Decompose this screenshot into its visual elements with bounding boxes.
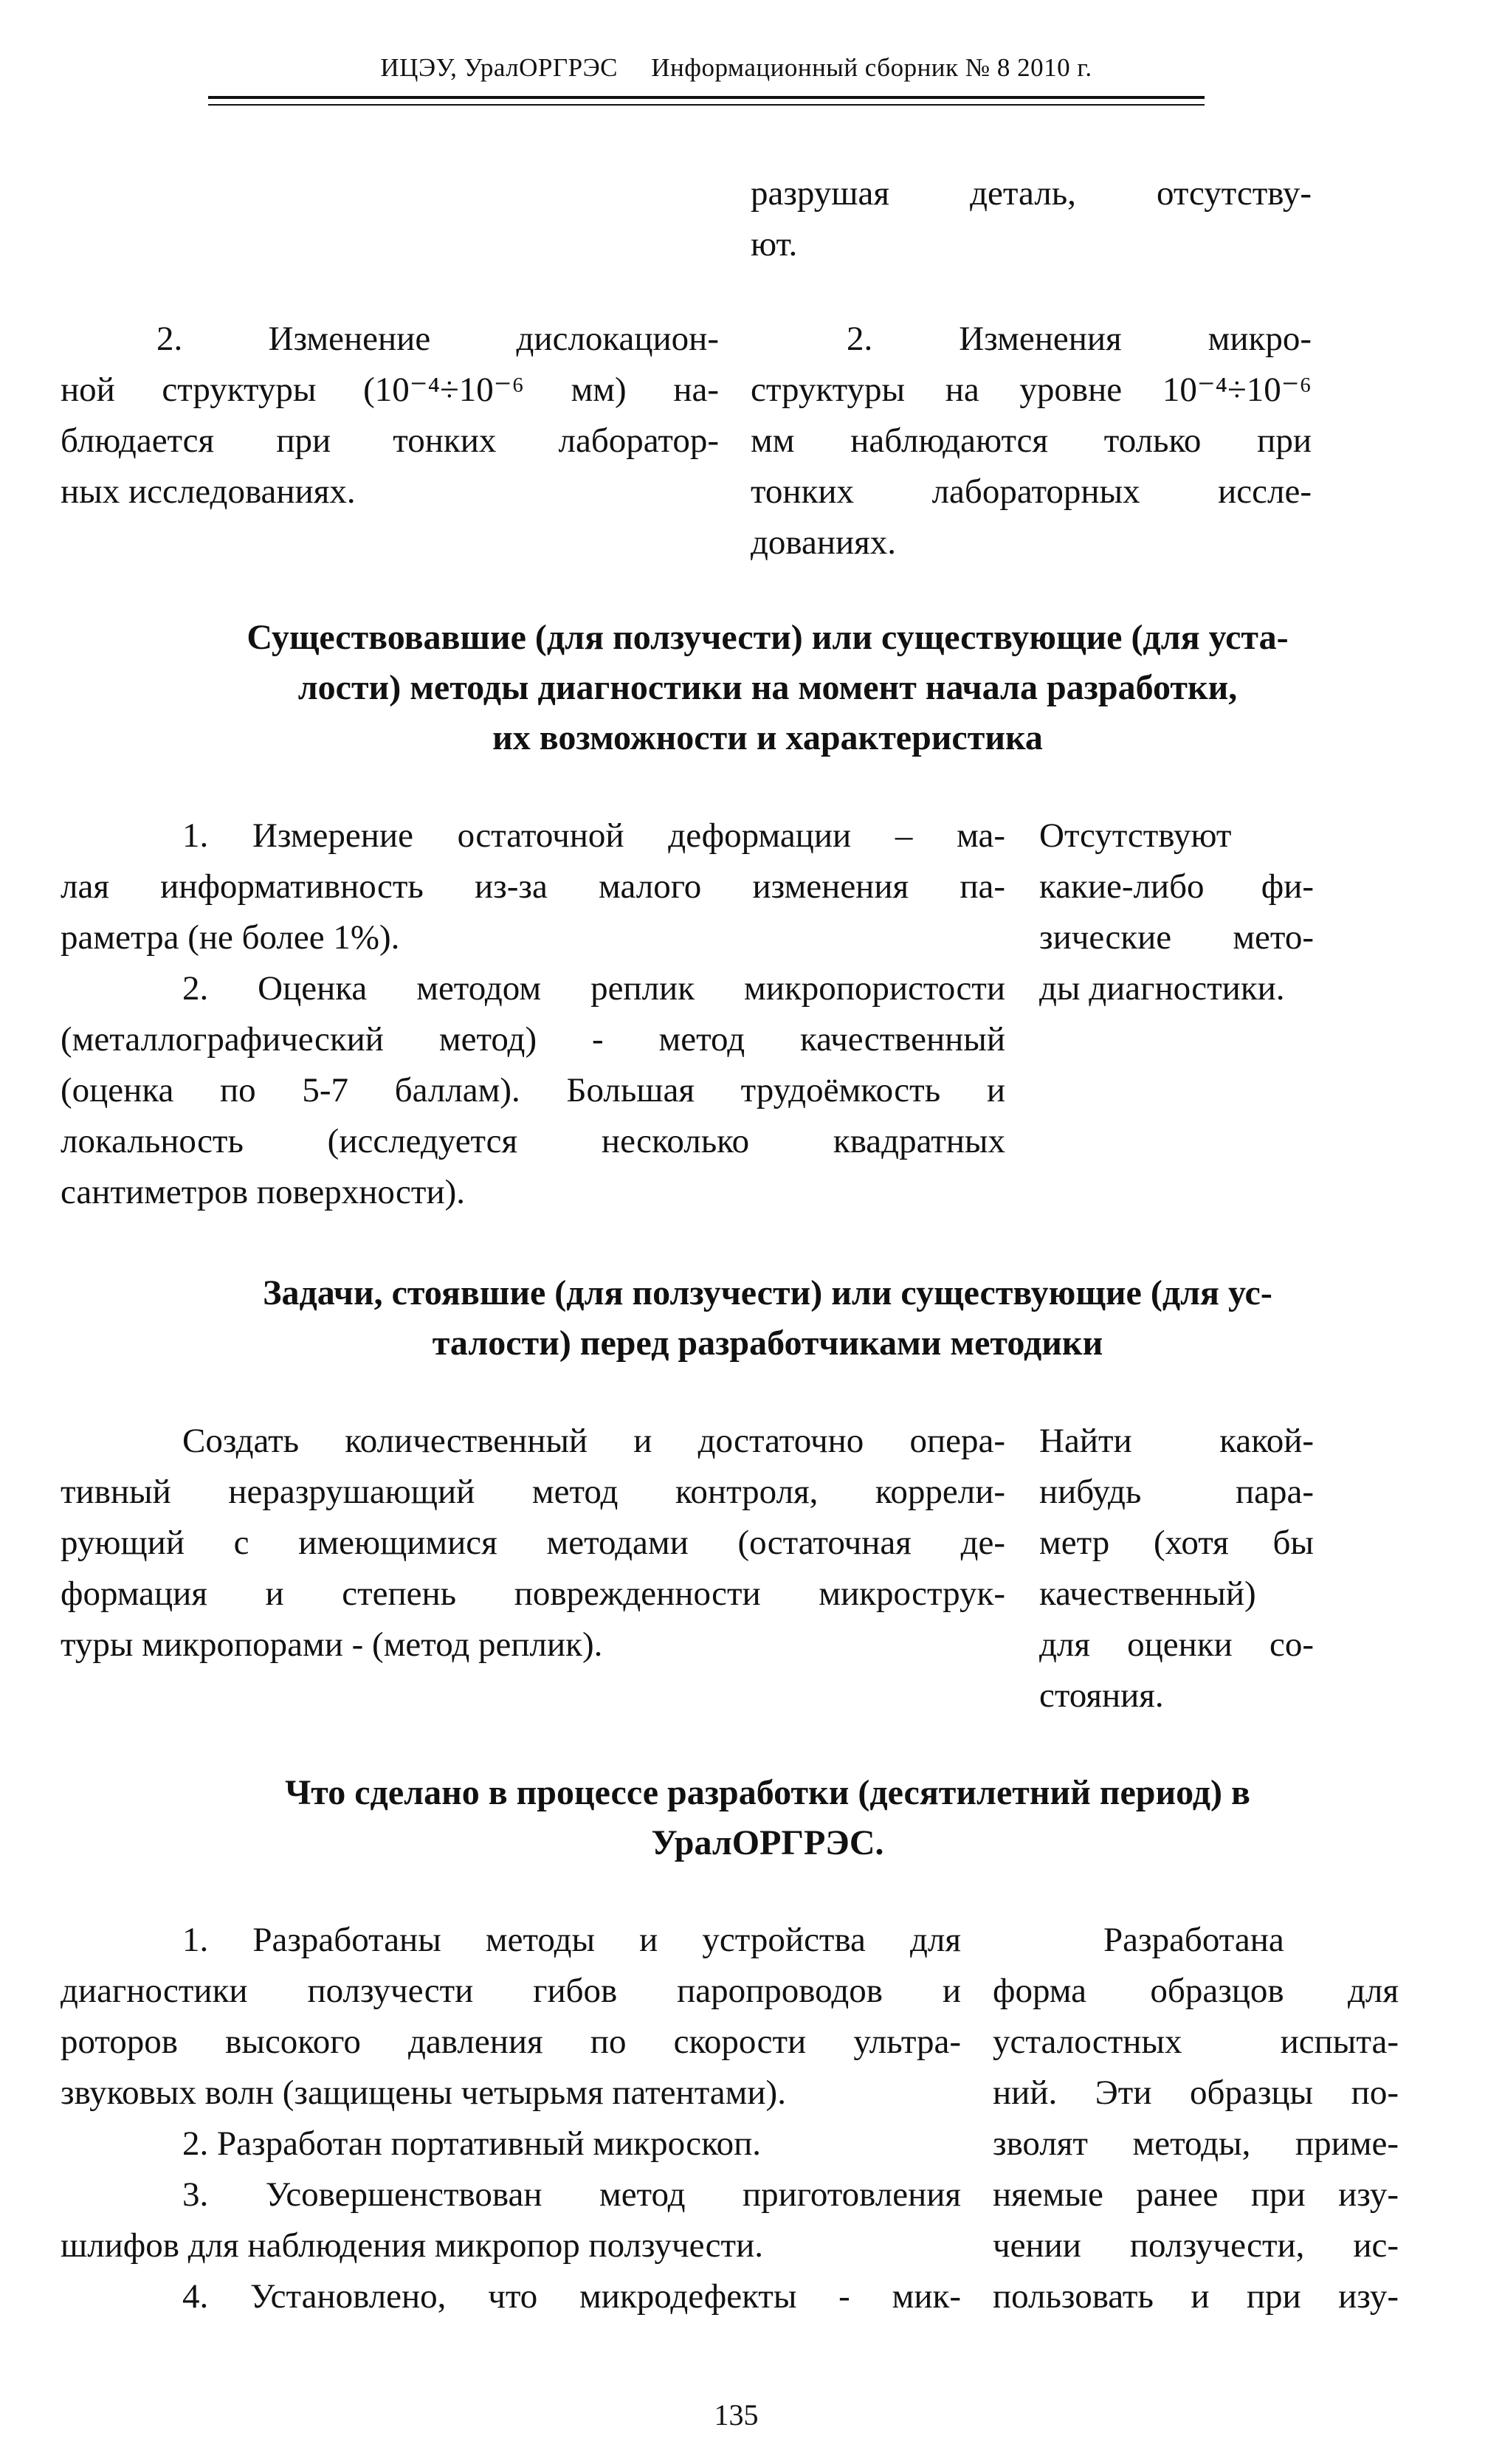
right-column-done: [993, 1915, 1399, 2322]
text-line: 1. Измерение остаточной деформации – ма-: [182, 816, 1005, 855]
text-line: структуры на уровне 10⁻⁴÷10⁻⁶: [751, 371, 1312, 409]
heading-line: талости) перед разработчиками методики: [432, 1324, 1103, 1363]
text-line: 2. Изменения микро-: [847, 320, 1312, 358]
text-line: (оценка по 5-7 баллам). Большая трудоёмкость и: [61, 1071, 1005, 1109]
text-line: чении ползучести, ис-: [993, 2226, 1399, 2265]
text-line: ных исследованиях.: [61, 472, 356, 511]
text-line: звуковых волн (защищены четырьмя патентами).: [61, 2074, 786, 2112]
header-rule-thin: [208, 104, 1205, 106]
text-line: 4. Установлено, что микродефекты - мик-: [182, 2277, 961, 2316]
text-line: какие-либо фи-: [1039, 867, 1314, 906]
text-line: Создать количественный и достаточно опера-: [182, 1422, 1005, 1460]
left-column-tasks: [61, 1416, 1005, 1670]
text-line: шлифов для наблюдения микропор ползучести.: [61, 2226, 763, 2265]
text-line: локальность (исследуется несколько квадратных: [61, 1122, 1005, 1160]
text-line: зические мето-: [1039, 918, 1314, 957]
text-line: роторов высокого давления по скорости ультра-: [61, 2023, 961, 2061]
text-line: сантиметров поверхности).: [61, 1173, 466, 1211]
running-header: [0, 53, 1472, 83]
text-line: формация и степень поврежденности микрострук-: [61, 1575, 1005, 1613]
right-column-methods: [1039, 811, 1314, 1014]
text-line: блюдается при тонких лаборатор-: [61, 421, 719, 460]
text-line: диагностики ползучести гибов паропроводов и: [61, 1972, 961, 2010]
heading-line: Существовавшие (для ползучести) или существующие (для уста-: [247, 618, 1289, 657]
text-line: ды диагностики.: [1039, 969, 1285, 1008]
section-heading-existing-methods: [125, 613, 1410, 763]
heading-line: лости) методы диагностики на момент начала разработки,: [297, 668, 1238, 707]
text-line: лая информативность из-за малого изменения па-: [61, 867, 1005, 906]
text-line: усталостных испыта-: [993, 2023, 1399, 2061]
text-line: тивный неразрушающий метод контроля, коррели-: [61, 1473, 1005, 1511]
text-line: няемые ранее при изу-: [993, 2175, 1399, 2214]
text-line: нибудь пара-: [1039, 1473, 1314, 1511]
text-line: (металлографический метод) - метод качественный: [61, 1020, 1005, 1059]
header-org: ИЦЭУ, УралОРГРЭС: [380, 53, 619, 82]
heading-line: их возможности и характеристика: [492, 718, 1043, 757]
text-line: 1. Разработаны методы и устройства для: [182, 1921, 961, 1959]
text-line: для оценки со-: [1039, 1625, 1314, 1664]
text-line: туры микропорами - (метод реплик).: [61, 1625, 603, 1664]
left-column-item-2: [61, 314, 719, 517]
text-line: разрушая деталь, отсутству-: [751, 174, 1312, 213]
text-line: 2. Оценка методом реплик микропористости: [182, 969, 1005, 1008]
text-line: 2. Изменение дислокацион-: [156, 320, 719, 358]
section-heading-done: [125, 1768, 1410, 1868]
text-line: мм наблюдаются только при: [751, 421, 1312, 460]
section-heading-tasks: [125, 1268, 1410, 1369]
text-line: Найти какой-: [1039, 1422, 1314, 1460]
heading-line: Что сделано в процессе разработки (десятилетний период) в: [285, 1773, 1250, 1812]
page-number: 135: [714, 2398, 759, 2432]
right-column-continuation: [751, 168, 1312, 270]
header-rule-thick: [208, 96, 1205, 99]
text-line: ют.: [751, 225, 798, 264]
text-line: зволят методы, приме-: [993, 2124, 1399, 2163]
text-line: рующий с имеющимися методами (остаточная де-: [61, 1524, 1005, 1562]
text-line: 3. Усовершенствован метод приготовления: [182, 2175, 961, 2214]
header-publication: Информационный сборник № 8 2010 г.: [651, 53, 1092, 82]
right-column-item-2: [751, 314, 1312, 568]
text-line: форма образцов для: [993, 1972, 1399, 2010]
text-line: пользовать и при изу-: [993, 2277, 1399, 2316]
text-line: Разработана: [1103, 1921, 1284, 1959]
text-line: ний. Эти образцы по-: [993, 2074, 1399, 2112]
heading-line: УралОРГРЭС.: [651, 1823, 884, 1862]
text-line: раметра (не более 1%).: [61, 918, 400, 957]
text-line: метр (хотя бы: [1039, 1524, 1314, 1562]
left-column-methods: [61, 811, 1005, 1218]
text-line: качественный): [1039, 1575, 1256, 1613]
left-column-done: [61, 1915, 961, 2322]
text-line: дованиях.: [751, 523, 897, 562]
text-line: ной структуры (10⁻⁴÷10⁻⁶ мм) на-: [61, 371, 719, 409]
text-line: Отсутствуют: [1039, 816, 1232, 855]
text-line: стояния.: [1039, 1676, 1164, 1715]
text-line: 2. Разработан портативный микроскоп.: [182, 2124, 762, 2163]
heading-line: Задачи, стоявшие (для ползучести) или существующие (для ус-: [263, 1273, 1272, 1312]
right-column-tasks: [1039, 1416, 1314, 1721]
text-line: тонких лабораторных иссле-: [751, 472, 1312, 511]
